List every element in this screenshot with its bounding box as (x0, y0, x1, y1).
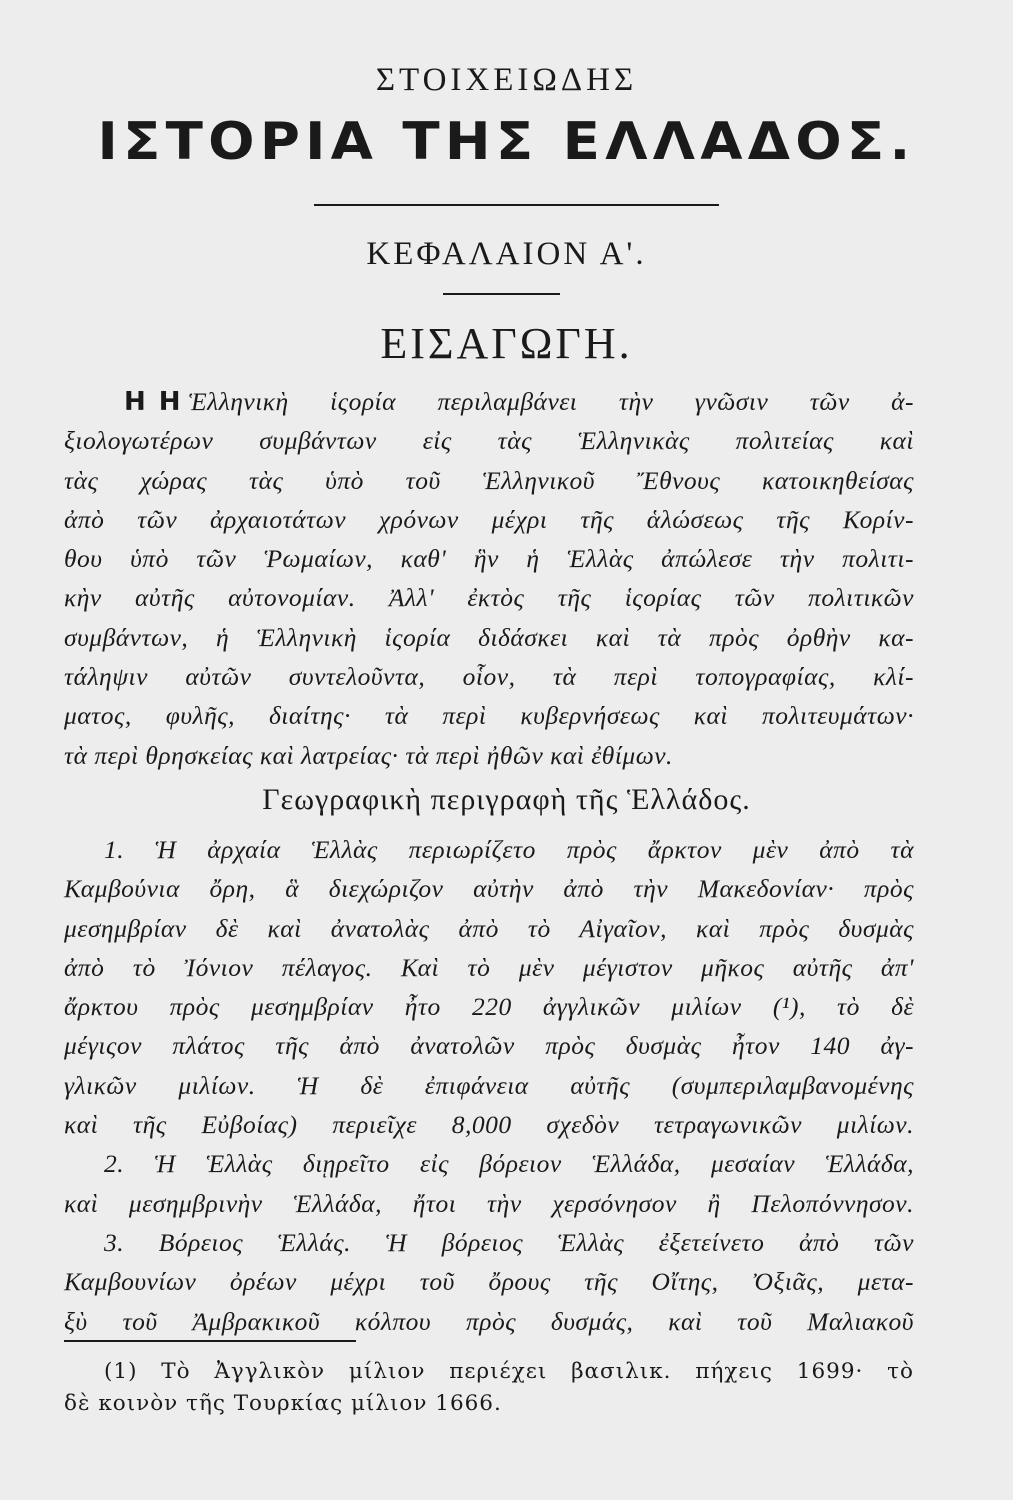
intro-line: τάληψιν αὐτῶν συντελοῦντα, οἷον, τὰ περὶ τοπογραφίας, κλί- (64, 662, 914, 692)
footnote (64, 1356, 914, 1420)
book-title: ΙΣΤΟΡΙΑ ΤΗΣ ΕΛΛΑΔΟΣ. (97, 112, 916, 172)
geography-line: 3. Βόρειος Ἑλλάς. Ἡ βόρειος Ἑλλὰς ἐξετείνετο ἀπὸ τῶν (104, 1227, 914, 1257)
geography-line: καὶ τῆς Εὐβοίας) περιεῖχε 8,000 σχεδὸν τετραγωνικῶν μιλίων. (64, 1110, 914, 1140)
footnote-divider (64, 1340, 356, 1342)
geography-line: ἀπὸ τὸ Ἰόνιον πέλαγος. Καὶ τὸ μὲν μέγιστον μῆκος αὐτῆς ἀπ' (64, 952, 914, 982)
geography-line: γλικῶν μιλίων. Ἡ δὲ ἐπιφάνεια αὐτῆς (συμπεριλαμβανομένης (64, 1070, 914, 1100)
intro-line: θου ὑπὸ τῶν Ῥωμαίων, καθ' ἣν ἡ Ἑλλὰς ἀπώλεσε τὴν πολιτι- (64, 544, 914, 574)
geography-heading: Γεωγραφικὴ περιγραφὴ τῆς Ἑλλάδος. (262, 783, 751, 816)
intro-line: ματος, φυλῆς, διαίτης· τὰ περὶ κυβερνήσεως καὶ πολιτευμάτων· (64, 701, 914, 731)
intro-line: ξιολογωτέρων συμβάντων εἰς τὰς Ἑλληνικὰς πολιτείας καὶ (64, 426, 914, 456)
title-divider (314, 204, 719, 206)
geography-line: ἄρκτου πρὸς μεσημβρίαν ἦτο 220 ἀγγλικῶν μιλίων (¹), τὸ δὲ (64, 992, 914, 1022)
intro-line: συμβάντων, ἡ Ἑλληνικὴ ἱςορία διδάσκει καὶ τὰ πρὸς ὀρθὴν κα- (64, 622, 914, 652)
intro-line (64, 382, 914, 421)
chapter-heading: ΚΕΦΑΛΑΙΟΝ Α'. (366, 236, 647, 272)
geography-line: 1. Ἡ ἀρχαία Ἑλλὰς περιωρίζετο πρὸς ἄρκτον μὲν ἀπὸ τὰ (104, 835, 914, 864)
geography-line: Καμβουνίων ὀρέων μέχρι τοῦ ὄρους τῆς Οἴτης, Ὀξιᾶς, μετα- (64, 1267, 914, 1297)
geography-line: 2. Ἡ Ἑλλὰς διῃρεῖτο εἰς βόρειον Ἑλλάδα, μεσαίαν Ἑλλάδα, (104, 1149, 914, 1179)
geography-body (64, 830, 914, 1341)
geography-line: καὶ μεσημβρινὴν Ἑλλάδα, ἤτοι τὴν χερσόνησον ἢ Πελοπόννησον. (64, 1188, 914, 1218)
intro-line-text: Ἑλληνικὴ ἱςορία περιλαμβάνει τὴν γνῶσιν τῶν ἀ- (188, 387, 914, 416)
intro-line: τὰς χώρας τὰς ὑπὸ τοῦ Ἑλληνικοῦ Ἔθνους κατοικηθείσας (64, 465, 914, 495)
footnote-line: δὲ κοινὸν τῆς Τουρκίας μίλιον 1666. (64, 1391, 502, 1416)
drop-cap-ornament: Η Η (124, 387, 183, 417)
book-supertitle: ΣΤΟΙΧΕΙΩΔΗΣ (375, 62, 638, 98)
intro-line: κὴν αὐτῆς αὐτονομίαν. Ἀλλ' ἐκτὸς τῆς ἱςορίας τῶν πολιτικῶν (64, 583, 914, 613)
geography-line: ξὺ τοῦ Ἀμβρακικοῦ κόλπου πρὸς δυσμάς, καὶ τοῦ Μαλιακοῦ (64, 1306, 914, 1336)
section-heading: ΕΙΣΑΓΩΓΗ. (380, 319, 633, 368)
geography-line: μεσημβρίαν δὲ καὶ ἀνατολὰς ἀπὸ τὸ Αἰγαῖον, καὶ πρὸς δυσμὰς (64, 913, 914, 943)
geography-line: Καμβούνια ὄρη, ἃ διεχώριζον αὐτὴν ἀπὸ τὴν Μακεδονίαν· πρὸς (64, 874, 914, 904)
intro-line: ἀπὸ τῶν ἀρχαιοτάτων χρόνων μέχρι τῆς ἁλώσεως τῆς Κορίν- (64, 504, 914, 534)
intro-line: τὰ περὶ θρησκείας καὶ λατρείας· τὰ περὶ ἠθῶν καὶ ἐθίμων. (64, 740, 673, 770)
footnote-line: (1) Τὸ Ἀγγλικὸν μίλιον περιέχει βασιλικ. πήχεις 1699· τὸ (104, 1359, 914, 1384)
geography-line: μέγιςον πλάτος τῆς ἀπὸ ἀνατολῶν πρὸς δυσμὰς ἦτον 140 ἀγ- (64, 1031, 914, 1061)
intro-paragraph (64, 382, 914, 775)
chapter-divider (443, 293, 560, 295)
